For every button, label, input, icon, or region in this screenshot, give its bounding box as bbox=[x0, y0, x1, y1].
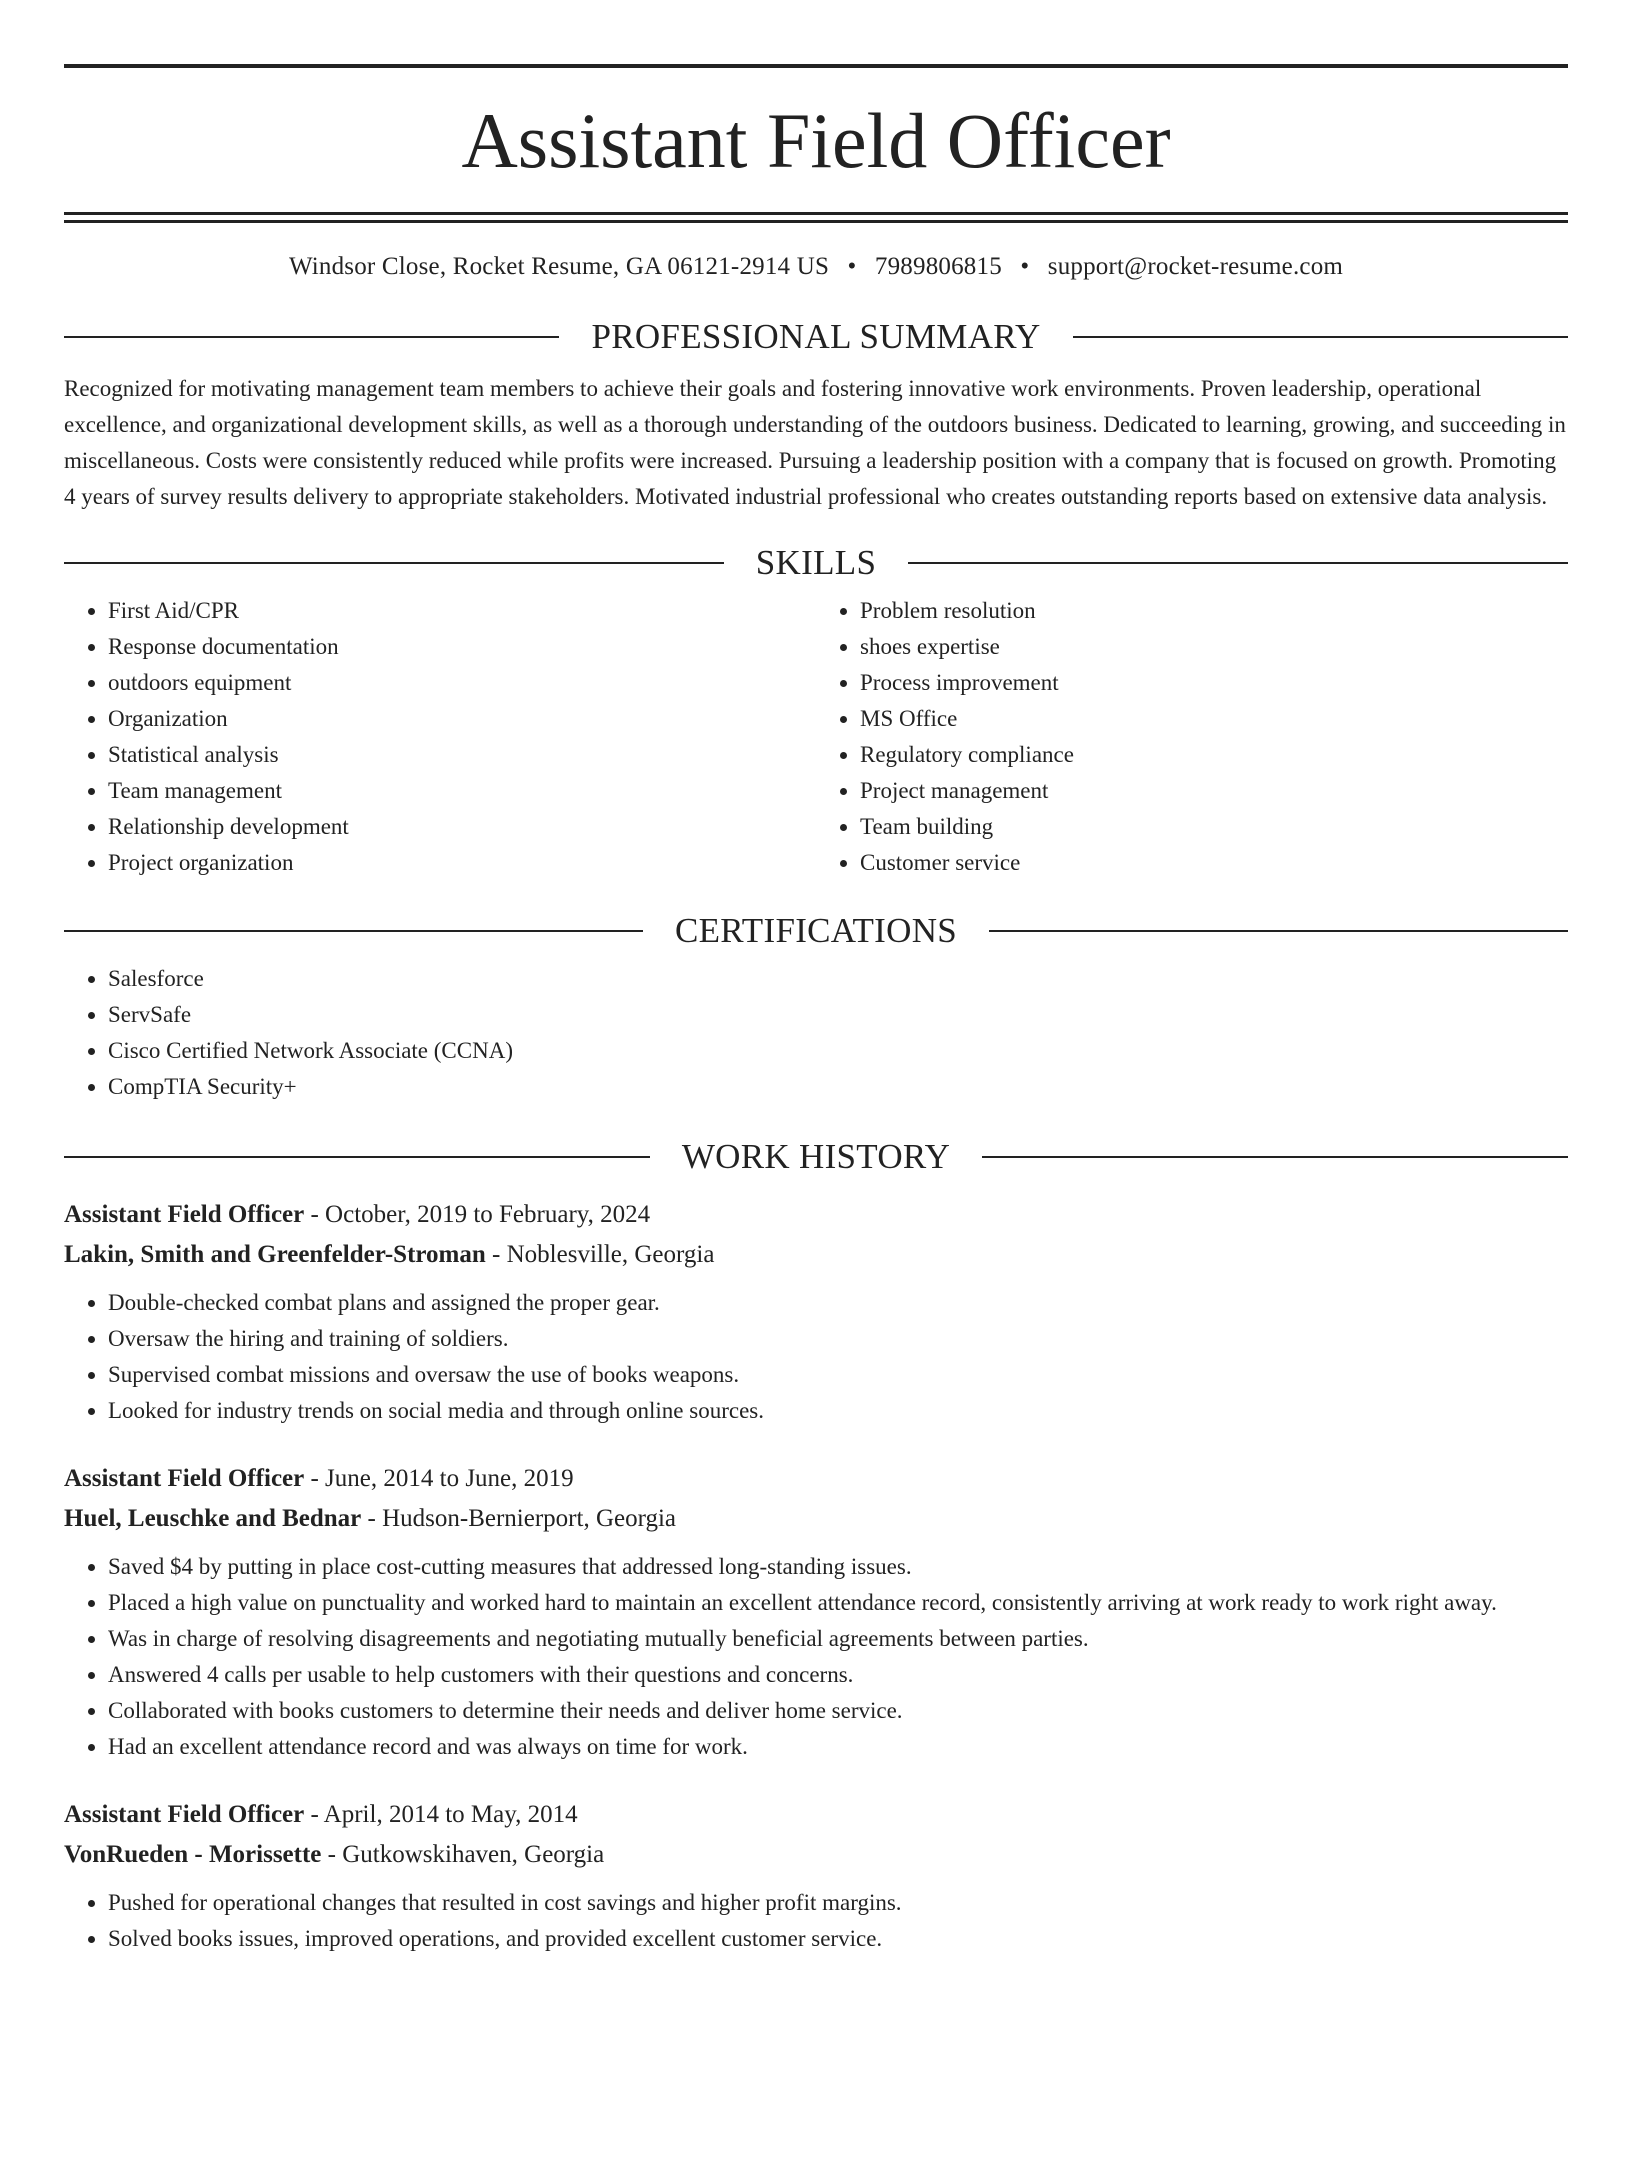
section-rule bbox=[982, 1156, 1568, 1158]
job-role: Assistant Field Officer bbox=[64, 1465, 305, 1492]
job-entry bbox=[64, 1195, 1568, 1429]
job-bullet: • Solved books issues, improved operations, and provided excellent customer service. bbox=[108, 1921, 1568, 1957]
job-company-line bbox=[64, 1835, 1568, 1875]
job-bullet: • Oversaw the hiring and training of soldiers. bbox=[108, 1321, 1568, 1357]
section-title: CERTIFICATIONS bbox=[674, 911, 958, 950]
section-title: PROFESSIONAL SUMMARY bbox=[591, 317, 1041, 356]
job-title-line bbox=[64, 1195, 1568, 1235]
skill-item: • Customer service bbox=[860, 845, 1568, 881]
skill-item: • Project management bbox=[860, 773, 1568, 809]
job-title-line bbox=[64, 1459, 1568, 1499]
job-bullet: • Looked for industry trends on social media and through online sources. bbox=[108, 1393, 1568, 1429]
job-bullet: • Was in charge of resolving disagreements and negotiating mutually beneficial agreements between parties. bbox=[108, 1621, 1568, 1657]
job-company-line bbox=[64, 1499, 1568, 1539]
skill-item: • Team management bbox=[108, 773, 816, 809]
job-title-line bbox=[64, 1795, 1568, 1835]
contact-separator: • bbox=[847, 253, 857, 280]
section-header-summary bbox=[64, 317, 1568, 357]
section-header-work-history bbox=[64, 1137, 1568, 1177]
job-bullets bbox=[64, 1549, 1568, 1765]
section-rule bbox=[64, 336, 559, 338]
resume-page bbox=[0, 64, 1632, 2176]
job-bullet: • Supervised combat missions and oversaw the use of books weapons. bbox=[108, 1357, 1568, 1393]
section-rule bbox=[64, 562, 724, 564]
job-entry bbox=[64, 1459, 1568, 1765]
job-dates: - April, 2014 to May, 2014 bbox=[304, 1801, 578, 1828]
skills-list-right bbox=[816, 593, 1568, 881]
certification-item: • Salesforce bbox=[108, 961, 1568, 997]
job-bullet: • Answered 4 calls per usable to help customers with their questions and concerns. bbox=[108, 1657, 1568, 1693]
skill-item: • First Aid/CPR bbox=[108, 593, 816, 629]
job-dates: - October, 2019 to February, 2024 bbox=[304, 1201, 651, 1228]
section-rule bbox=[64, 1156, 650, 1158]
skill-item: • Statistical analysis bbox=[108, 737, 816, 773]
candidate-title: Assistant Field Officer bbox=[461, 97, 1171, 184]
skill-item: • Process improvement bbox=[860, 665, 1568, 701]
skills-list-left bbox=[64, 593, 816, 881]
job-bullet: • Had an excellent attendance record and was always on time for work. bbox=[108, 1729, 1568, 1765]
section-rule bbox=[64, 930, 643, 932]
skill-item: • Problem resolution bbox=[860, 593, 1568, 629]
contact-line bbox=[64, 253, 1568, 281]
section-header-certifications bbox=[64, 911, 1568, 951]
job-company: Huel, Leuschke and Bednar bbox=[64, 1505, 362, 1532]
contact-address: Windsor Close, Rocket Resume, GA 06121-2914 US bbox=[288, 253, 830, 280]
job-location: - Noblesville, Georgia bbox=[485, 1241, 715, 1268]
job-entry bbox=[64, 1795, 1568, 1957]
job-bullet: • Placed a high value on punctuality and worked hard to maintain an excellent attendance record, consistently arriving at work ready to work right away. bbox=[108, 1585, 1568, 1621]
section-rule bbox=[1073, 336, 1568, 338]
job-bullet: • Double-checked combat plans and assigned the proper gear. bbox=[108, 1285, 1568, 1321]
job-bullet: • Saved $4 by putting in place cost-cutting measures that addressed long-standing issues. bbox=[108, 1549, 1568, 1585]
section-title: SKILLS bbox=[755, 543, 877, 582]
contact-email: support@rocket-resume.com bbox=[1047, 253, 1344, 280]
job-bullets bbox=[64, 1285, 1568, 1429]
job-role: Assistant Field Officer bbox=[64, 1801, 305, 1828]
certification-item: • CompTIA Security+ bbox=[108, 1069, 1568, 1105]
header-double-rule bbox=[64, 212, 1568, 223]
skill-item: • Team building bbox=[860, 809, 1568, 845]
job-bullet: • Collaborated with books customers to determine their needs and deliver home service. bbox=[108, 1693, 1568, 1729]
job-location: - Gutkowskihaven, Georgia bbox=[321, 1841, 605, 1868]
job-company: Lakin, Smith and Greenfelder-Stroman bbox=[64, 1241, 486, 1268]
skill-item: • outdoors equipment bbox=[108, 665, 816, 701]
certifications-list bbox=[64, 961, 1568, 1105]
section-rule bbox=[908, 562, 1568, 564]
job-bullet: • Pushed for operational changes that resulted in cost savings and higher profit margins. bbox=[108, 1885, 1568, 1921]
skill-item: • shoes expertise bbox=[860, 629, 1568, 665]
skill-item: • MS Office bbox=[860, 701, 1568, 737]
skill-item: • Response documentation bbox=[108, 629, 816, 665]
job-company: VonRueden - Morissette bbox=[64, 1841, 322, 1868]
section-title: WORK HISTORY bbox=[681, 1137, 951, 1176]
certification-item: • Cisco Certified Network Associate (CCNA) bbox=[108, 1033, 1568, 1069]
skill-item: • Organization bbox=[108, 701, 816, 737]
certification-item: • ServSafe bbox=[108, 997, 1568, 1033]
job-location: - Hudson-Bernierport, Georgia bbox=[361, 1505, 677, 1532]
job-dates: - June, 2014 to June, 2019 bbox=[304, 1465, 574, 1492]
skill-item: • Regulatory compliance bbox=[860, 737, 1568, 773]
skills-columns bbox=[64, 593, 1568, 881]
summary-text: Recognized for motivating management team members to achieve their goals and fostering innovative work environments. Proven leadership, operational excellence, and organizational development skills, as well as a thorough understanding of the outdoors business. Dedicated to learning, growing, and succeeding in miscellaneous. Costs were consistently reduced while profits were increased. Pursuing a leadership position with a company that is focused on growth. Promoting 4 years of survey results delivery to appropriate stakeholders. Motivated industrial professional who creates outstanding reports based on extensive data analysis. bbox=[64, 376, 1566, 509]
section-header-skills bbox=[64, 543, 1568, 583]
job-bullets bbox=[64, 1885, 1568, 1957]
job-company-line bbox=[64, 1235, 1568, 1275]
section-rule bbox=[989, 930, 1568, 932]
contact-separator: • bbox=[1020, 253, 1030, 280]
job-role: Assistant Field Officer bbox=[64, 1201, 305, 1228]
contact-phone: 7989806815 bbox=[874, 253, 1002, 280]
skill-item: • Project organization bbox=[108, 845, 816, 881]
top-rule bbox=[64, 64, 1568, 68]
skill-item: • Relationship development bbox=[108, 809, 816, 845]
